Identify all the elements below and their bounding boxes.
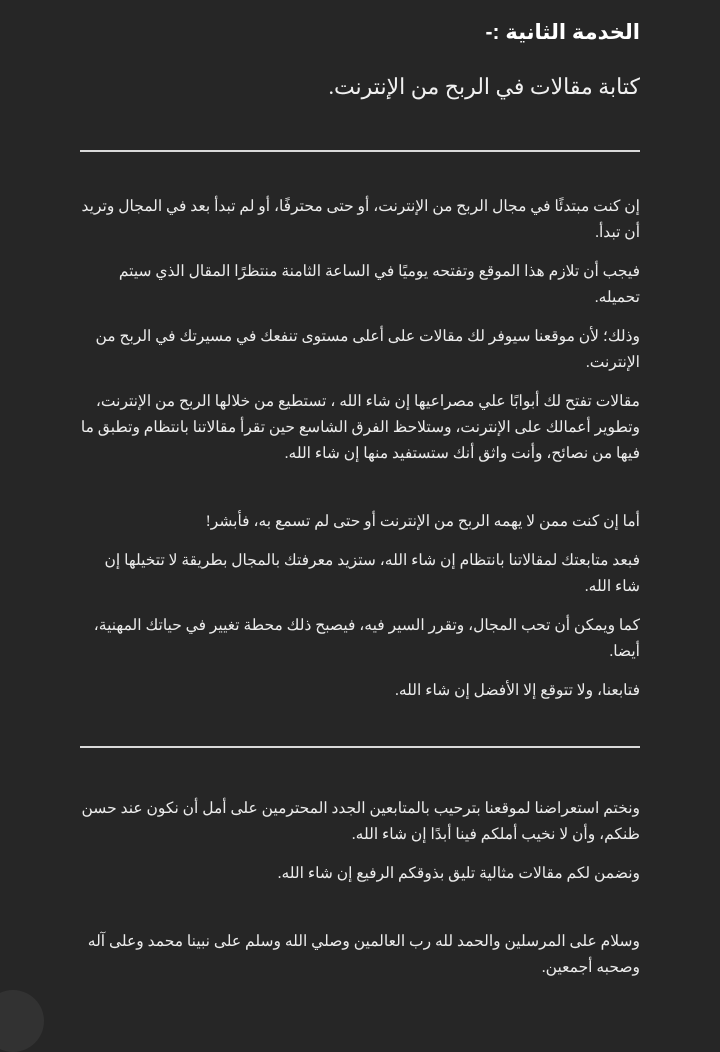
paragraph: فيجب أن تلازم هذا الموقع وتفتحه يوميًا في الساعة الثامنة منتظرًا المقال الذي سيتم تحميله. (118, 263, 640, 306)
paragraph: مقالات تفتح لك أبوابًا علي مصراعيها إن شاء الله ، تستطيع من خلالها الربح من الإنترنت، وتطوير أعمالك على الإنترنت، وستلاحظ الفرق الشاسع حين تقرأ مقالاتنا بانتظام وتطبق ما فيها من نصائح، وأنت واثق أنك ستستفيد منها إن شاء الله. (80, 393, 640, 462)
section-lower (0, 748, 720, 981)
paragraph: كما ويمكن أن تحب المجال، وتقرر السير فيه، فيصبح ذلك محطة تغيير في حياتك المهنية، أيضا. (93, 617, 640, 660)
section-upper (0, 152, 720, 704)
page-title: الخدمة الثانية :- (485, 21, 640, 44)
paragraph: وذلك؛ لأن موقعنا سيوفر لك مقالات على أعلى مستوى تنفعك في مسيرتك في الربح من الإنترنت. (95, 328, 640, 371)
header (0, 0, 720, 104)
paragraph: إن كنت مبتدئًا في مجال الربح من الإنترنت، أو حتى محترفًا، أو لم تبدأ بعد في المجال وتريد أن تبدأ. (81, 198, 640, 241)
paragraph: فتابعنا، ولا تتوقع إلا الأفضل إن شاء الله. (394, 682, 640, 699)
paragraph: أما إن كنت ممن لا يهمه الربح من الإنترنت أو حتى لم تسمع به، فأبشر! (205, 513, 640, 530)
page-subtitle: كتابة مقالات في الربح من الإنترنت. (328, 74, 640, 99)
spacer (0, 704, 720, 746)
paragraph: ونختم استعراضنا لموقعنا بترحيب بالمتابعين الجدد المحترمين على أمل أن نكون عند حسن ظنكم، وأن لا نخيب أملكم فينا أبدًا إن شاء الله. (81, 800, 640, 843)
paragraph: فبعد متابعتك لمقالاتنا بانتظام إن شاء الله، ستزيد معرفتك بالمجال بطريقة لا تتخيلها إن شاء الله. (104, 552, 640, 595)
floating-action-button[interactable] (0, 990, 44, 1052)
closing-paragraph: وسلام على المرسلين والحمد لله رب العالمين وصلي الله وسلم على نبينا محمد وعلى آله وصحبه أجمعين. (87, 933, 640, 976)
paragraph: ونضمن لكم مقالات مثالية تليق بذوقكم الرفيع إن شاء الله. (277, 865, 640, 882)
